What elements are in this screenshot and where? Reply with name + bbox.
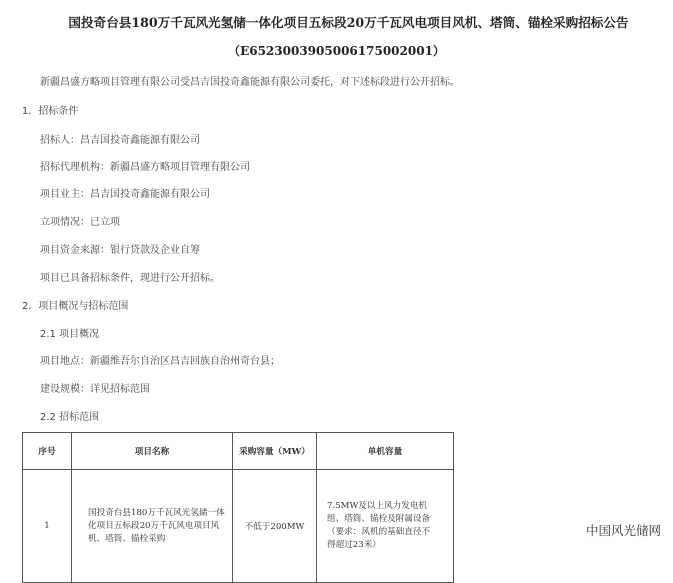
subsection-2-1: 2.1 项目概况 bbox=[40, 329, 100, 340]
intro-paragraph: 新疆昌盛方略项目管理有限公司受昌吉国投奇鑫能源有限公司委托，对下述标段进行公开招标。 bbox=[40, 77, 460, 88]
section-1-heading: 1．招标条件 bbox=[22, 106, 79, 117]
owner-line: 项目业主：昌吉国投奇鑫能源有限公司 bbox=[40, 189, 210, 200]
section-2-heading: 2．项目概况与招标范围 bbox=[22, 301, 129, 312]
agency-line: 招标代理机构：新疆昌盛方略项目管理有限公司 bbox=[40, 162, 250, 173]
header-capacity: 采购容量（MW） bbox=[233, 433, 317, 470]
project-code: （E6523003905006175002001） bbox=[228, 44, 445, 58]
table-row bbox=[23, 470, 454, 583]
subsection-2-2: 2.2 招标范围 bbox=[40, 412, 100, 423]
cell-unit-capacity bbox=[317, 470, 454, 583]
header-no: 序号 bbox=[23, 433, 72, 470]
location-line: 项目地点：新疆维吾尔自治区昌吉回族自治州奇台县； bbox=[40, 356, 280, 367]
spec-line: （要求：风机的基础直径不 bbox=[327, 527, 431, 537]
header-name: 项目名称 bbox=[72, 433, 233, 470]
project-name-line: 化项目五标段20万千瓦风电项目风 bbox=[88, 520, 220, 531]
cell-no: 1 bbox=[23, 470, 72, 583]
funding-line: 项目资金来源：银行贷款及企业自筹 bbox=[40, 245, 200, 256]
approval-line: 立项情况：已立项 bbox=[40, 217, 120, 228]
project-name-line: 机、塔筒、锚栓采购 bbox=[88, 533, 166, 544]
page-title: 国投奇台县180万千瓦风光氢储一体化项目五标段20万千瓦风电项目风机、塔筒、锚栓采购招标公告 bbox=[68, 15, 629, 30]
scope-table bbox=[22, 432, 454, 583]
project-name-line: 国投奇台县180万千瓦风光氢储一体 bbox=[88, 507, 225, 518]
ready-line: 项目已具备招标条件，现进行公开招标。 bbox=[40, 273, 220, 284]
cell-project-name bbox=[72, 470, 233, 583]
header-unit-capacity: 单机容量 bbox=[317, 433, 454, 470]
tenderer-line: 招标人：昌吉国投奇鑫能源有限公司 bbox=[40, 135, 200, 146]
site-watermark: 中国风光储网 bbox=[586, 523, 662, 538]
spec-line: 组、塔筒、锚栓及附属设备 bbox=[327, 514, 431, 524]
scale-line: 建设规模：详见招标范围 bbox=[40, 384, 150, 395]
cell-capacity: 不低于200MW bbox=[233, 470, 317, 583]
spec-line: 得超过23米） bbox=[327, 540, 381, 550]
table-header-row bbox=[23, 433, 454, 470]
spec-line: 7.5MW及以上风力发电机 bbox=[327, 501, 428, 511]
